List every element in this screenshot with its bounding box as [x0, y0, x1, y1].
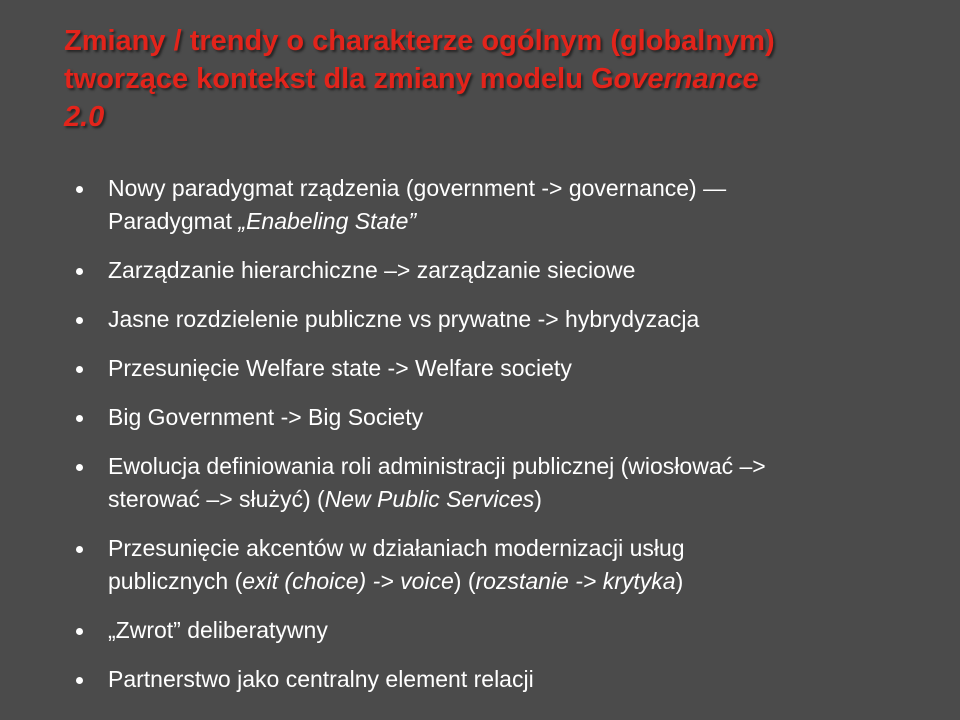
bullet-dot-icon: [76, 268, 83, 275]
bullet-dot-icon: [76, 464, 83, 471]
bullet-7-line-2b: exit (choice) -> voice: [242, 568, 454, 594]
bullet-9-text: Partnerstwo jako centralny element relacji: [108, 666, 534, 692]
bullet-item-9: [76, 663, 896, 696]
slide-title: [64, 22, 904, 136]
bullet-7-line-2c: ) (: [453, 568, 476, 594]
bullet-4-text: Przesunięcie Welfare state -> Welfare society: [108, 355, 572, 381]
bullet-item-5: [76, 401, 896, 434]
bullet-dot-icon: [76, 546, 83, 553]
bullet-1-line-2a: Paradygmat: [108, 208, 239, 234]
bullet-item-6: [76, 450, 896, 516]
bullet-dot-icon: [76, 186, 83, 193]
bullet-8-text: „Zwrot” deliberatywny: [108, 617, 328, 643]
bullet-1-line-2b: „Enabeling State”: [238, 208, 417, 234]
bullet-7-line-2d: rozstanie -> krytyka: [475, 568, 676, 594]
bullet-item-7: [76, 532, 896, 598]
bullet-7-line-2e: ): [675, 568, 684, 594]
bullet-6-line-2b: New Public Services: [324, 486, 535, 512]
bullet-dot-icon: [76, 677, 83, 684]
title-line-1: Zmiany / trendy o charakterze ogólnym (globalnym): [64, 25, 775, 57]
bullet-1-line-1: Nowy paradygmat rządzenia (government -> governance) —: [108, 175, 727, 201]
bullet-6-line-2c: ): [534, 486, 542, 512]
bullet-dot-icon: [76, 366, 83, 373]
bullet-dot-icon: [76, 415, 83, 422]
bullet-7-line-1: Przesunięcie akcentów w działaniach modernizacji usług: [108, 535, 685, 561]
bullet-item-2: [76, 254, 896, 287]
bullet-item-8: [76, 614, 896, 647]
title-line-2a: tworzące kontekst dla zmiany modelu G: [64, 63, 614, 95]
bullet-7-line-2a: publicznych (: [108, 568, 243, 594]
bullet-item-3: [76, 303, 896, 336]
bullet-list: [76, 172, 896, 712]
bullet-item-1: [76, 172, 896, 238]
title-line-2b: overnance: [613, 63, 759, 95]
bullet-dot-icon: [76, 317, 83, 324]
bullet-item-4: [76, 352, 896, 385]
bullet-2-text: Zarządzanie hierarchiczne –> zarządzanie sieciowe: [108, 257, 636, 283]
bullet-3-text: Jasne rozdzielenie publiczne vs prywatne -> hybrydyzacja: [108, 306, 700, 332]
bullet-6-line-1: Ewolucja definiowania roli administracji publicznej (wiosłować –>: [108, 453, 766, 479]
title-line-3: 2.0: [64, 101, 105, 133]
bullet-6-line-2a: sterować –> służyć) (: [108, 486, 325, 512]
bullet-5-text: Big Government -> Big Society: [108, 404, 424, 430]
bullet-dot-icon: [76, 628, 83, 635]
